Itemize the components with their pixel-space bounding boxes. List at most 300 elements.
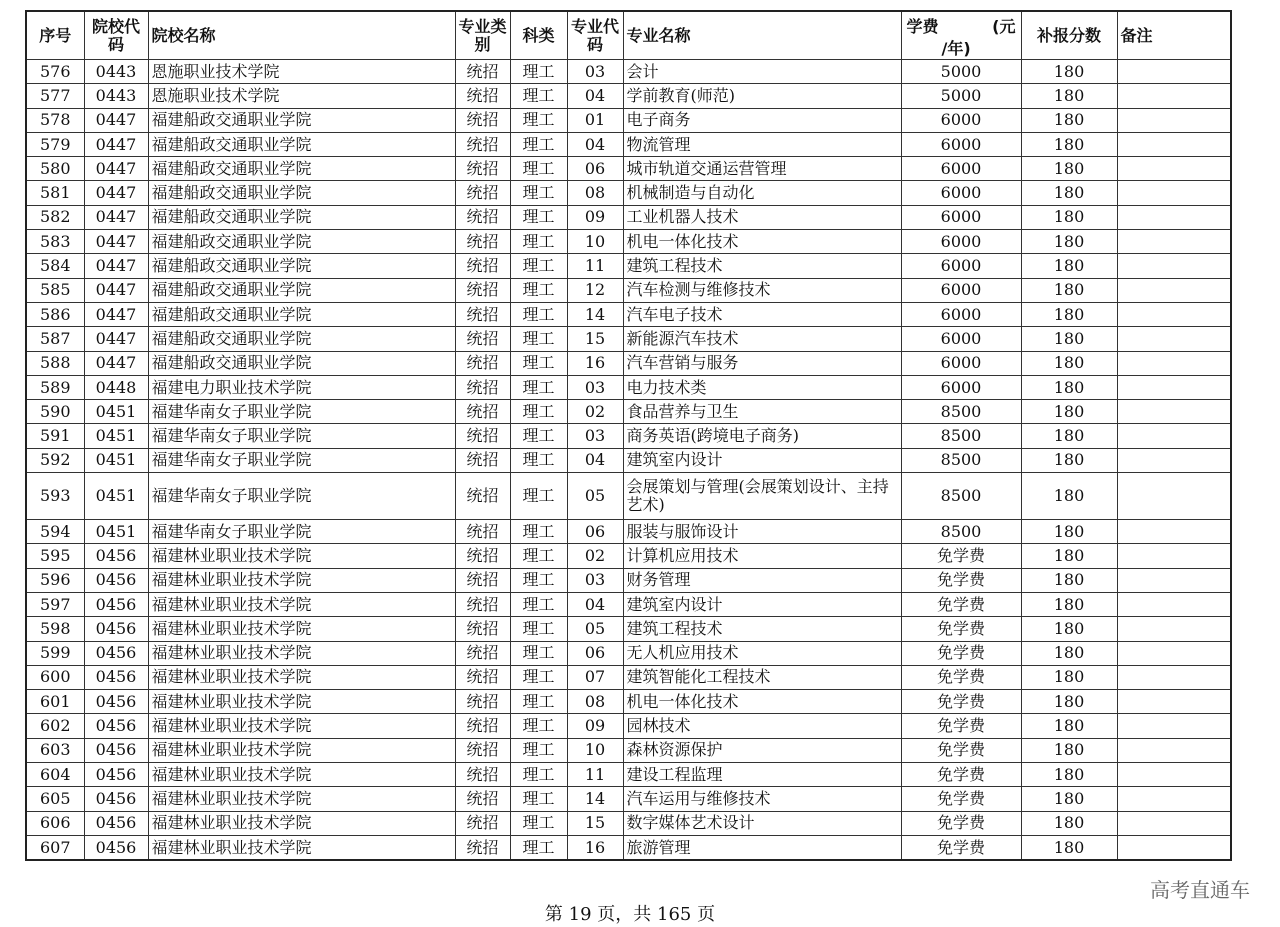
cell-major-type: 统招	[455, 60, 510, 84]
cell-major-type: 统招	[455, 714, 510, 738]
table-row	[26, 205, 1231, 229]
cell-school-name: 恩施职业技术学院	[148, 84, 455, 108]
cell-category: 理工	[510, 690, 567, 714]
cell-index: 581	[26, 181, 84, 205]
cell-fee: 免学费	[901, 738, 1021, 762]
cell-school-name: 福建船政交通职业学院	[148, 278, 455, 302]
cell-note	[1117, 665, 1231, 689]
table-row	[26, 400, 1231, 424]
cell-fee: 免学费	[901, 617, 1021, 641]
cell-major-type: 统招	[455, 278, 510, 302]
cell-index: 601	[26, 690, 84, 714]
cell-note	[1117, 351, 1231, 375]
cell-category: 理工	[510, 787, 567, 811]
cell-school-name: 福建华南女子职业学院	[148, 400, 455, 424]
cell-school-name: 福建林业职业技术学院	[148, 641, 455, 665]
cell-score: 180	[1021, 617, 1117, 641]
cell-score: 180	[1021, 278, 1117, 302]
cell-fee: 6000	[901, 327, 1021, 351]
cell-fee: 6000	[901, 108, 1021, 132]
cell-school-code: 0451	[84, 400, 148, 424]
cell-school-code: 0456	[84, 568, 148, 592]
cell-school-name: 福建电力职业技术学院	[148, 375, 455, 399]
cell-category: 理工	[510, 60, 567, 84]
cell-note	[1117, 205, 1231, 229]
cell-major-name: 计算机应用技术	[623, 544, 901, 568]
cell-fee: 6000	[901, 157, 1021, 181]
cell-major-code: 16	[567, 351, 623, 375]
table-row	[26, 254, 1231, 278]
cell-index: 576	[26, 60, 84, 84]
cell-index: 585	[26, 278, 84, 302]
cell-school-name: 福建林业职业技术学院	[148, 714, 455, 738]
header-fee-unit-tail: /年)	[941, 38, 971, 58]
cell-major-type: 统招	[455, 157, 510, 181]
cell-note	[1117, 714, 1231, 738]
cell-school-code: 0447	[84, 157, 148, 181]
cell-note	[1117, 568, 1231, 592]
page-number: 第 19 页，共 165 页	[544, 904, 716, 925]
table-row	[26, 84, 1231, 108]
cell-major-code: 04	[567, 448, 623, 472]
cell-major-code: 05	[567, 473, 623, 520]
cell-fee: 6000	[901, 375, 1021, 399]
cell-category: 理工	[510, 181, 567, 205]
cell-score: 180	[1021, 424, 1117, 448]
cell-school-code: 0447	[84, 132, 148, 156]
cell-major-name: 会计	[623, 60, 901, 84]
cell-school-code: 0456	[84, 641, 148, 665]
cell-major-code: 12	[567, 278, 623, 302]
cell-major-code: 03	[567, 568, 623, 592]
cell-major-name: 机械制造与自动化	[623, 181, 901, 205]
header-note: 备注	[1117, 11, 1231, 60]
cell-school-name: 福建林业职业技术学院	[148, 592, 455, 616]
cell-major-name: 园林技术	[623, 714, 901, 738]
cell-score: 180	[1021, 254, 1117, 278]
cell-school-code: 0456	[84, 763, 148, 787]
cell-school-name: 福建船政交通职业学院	[148, 351, 455, 375]
cell-school-name: 福建林业职业技术学院	[148, 568, 455, 592]
cell-note	[1117, 254, 1231, 278]
cell-school-name: 福建华南女子职业学院	[148, 520, 455, 544]
cell-major-type: 统招	[455, 108, 510, 132]
cell-school-name: 福建华南女子职业学院	[148, 424, 455, 448]
cell-school-code: 0456	[84, 811, 148, 835]
cell-major-name: 商务英语(跨境电子商务)	[623, 424, 901, 448]
cell-score: 180	[1021, 375, 1117, 399]
cell-category: 理工	[510, 205, 567, 229]
cell-category: 理工	[510, 738, 567, 762]
cell-major-code: 05	[567, 617, 623, 641]
cell-category: 理工	[510, 351, 567, 375]
cell-major-name: 机电一体化技术	[623, 230, 901, 254]
cell-school-code: 0456	[84, 787, 148, 811]
table-row	[26, 327, 1231, 351]
cell-index: 583	[26, 230, 84, 254]
cell-school-name: 福建林业职业技术学院	[148, 617, 455, 641]
cell-major-type: 统招	[455, 448, 510, 472]
table-row	[26, 763, 1231, 787]
table-row	[26, 302, 1231, 326]
cell-index: 599	[26, 641, 84, 665]
cell-school-code: 0456	[84, 714, 148, 738]
cell-category: 理工	[510, 665, 567, 689]
cell-score: 180	[1021, 351, 1117, 375]
table-row	[26, 473, 1231, 520]
table-row	[26, 181, 1231, 205]
cell-fee: 6000	[901, 230, 1021, 254]
cell-major-type: 统招	[455, 520, 510, 544]
cell-fee: 8500	[901, 400, 1021, 424]
table-row	[26, 544, 1231, 568]
cell-index: 582	[26, 205, 84, 229]
table-row	[26, 132, 1231, 156]
cell-category: 理工	[510, 375, 567, 399]
cell-major-name: 森林资源保护	[623, 738, 901, 762]
cell-school-code: 0456	[84, 544, 148, 568]
cell-major-name: 服装与服饰设计	[623, 520, 901, 544]
cell-school-code: 0447	[84, 108, 148, 132]
cell-category: 理工	[510, 592, 567, 616]
cell-major-name: 食品营养与卫生	[623, 400, 901, 424]
header-major-name: 专业名称	[623, 11, 901, 60]
cell-index: 589	[26, 375, 84, 399]
cell-major-name: 数字媒体艺术设计	[623, 811, 901, 835]
header-fee-unit: (元	[992, 16, 1016, 36]
table-row	[26, 714, 1231, 738]
cell-note	[1117, 375, 1231, 399]
cell-fee: 8500	[901, 520, 1021, 544]
cell-major-name: 建设工程监理	[623, 763, 901, 787]
cell-category: 理工	[510, 617, 567, 641]
cell-note	[1117, 84, 1231, 108]
cell-category: 理工	[510, 157, 567, 181]
table-row	[26, 787, 1231, 811]
cell-note	[1117, 60, 1231, 84]
cell-fee: 免学费	[901, 568, 1021, 592]
cell-score: 180	[1021, 690, 1117, 714]
cell-score: 180	[1021, 738, 1117, 762]
cell-major-type: 统招	[455, 787, 510, 811]
cell-fee: 免学费	[901, 835, 1021, 860]
table-row	[26, 568, 1231, 592]
cell-index: 591	[26, 424, 84, 448]
cell-major-code: 02	[567, 400, 623, 424]
header-major-code: 专业代码	[567, 11, 623, 60]
cell-major-code: 07	[567, 665, 623, 689]
cell-score: 180	[1021, 448, 1117, 472]
cell-fee: 免学费	[901, 763, 1021, 787]
cell-major-type: 统招	[455, 327, 510, 351]
cell-major-code: 16	[567, 835, 623, 860]
cell-major-code: 04	[567, 132, 623, 156]
cell-major-code: 14	[567, 787, 623, 811]
cell-school-name: 福建林业职业技术学院	[148, 738, 455, 762]
cell-major-code: 02	[567, 544, 623, 568]
cell-school-code: 0447	[84, 230, 148, 254]
header-fee-label: 学费	[906, 16, 939, 36]
cell-note	[1117, 302, 1231, 326]
cell-school-name: 福建林业职业技术学院	[148, 763, 455, 787]
cell-school-code: 0456	[84, 665, 148, 689]
cell-note	[1117, 641, 1231, 665]
cell-note	[1117, 520, 1231, 544]
cell-index: 592	[26, 448, 84, 472]
cell-major-code: 08	[567, 690, 623, 714]
cell-category: 理工	[510, 400, 567, 424]
cell-note	[1117, 278, 1231, 302]
cell-major-type: 统招	[455, 592, 510, 616]
cell-school-name: 福建林业职业技术学院	[148, 835, 455, 860]
cell-major-type: 统招	[455, 690, 510, 714]
cell-school-code: 0447	[84, 327, 148, 351]
cell-major-code: 03	[567, 424, 623, 448]
cell-school-code: 0448	[84, 375, 148, 399]
cell-major-type: 统招	[455, 811, 510, 835]
cell-school-code: 0447	[84, 205, 148, 229]
cell-major-name: 建筑工程技术	[623, 254, 901, 278]
cell-major-code: 04	[567, 592, 623, 616]
cell-major-type: 统招	[455, 473, 510, 520]
cell-major-name: 汽车电子技术	[623, 302, 901, 326]
cell-major-code: 01	[567, 108, 623, 132]
cell-school-name: 恩施职业技术学院	[148, 60, 455, 84]
table-row	[26, 665, 1231, 689]
cell-school-name: 福建华南女子职业学院	[148, 448, 455, 472]
cell-major-name: 汽车营销与服务	[623, 351, 901, 375]
cell-major-code: 14	[567, 302, 623, 326]
cell-school-name: 福建林业职业技术学院	[148, 787, 455, 811]
cell-fee: 免学费	[901, 690, 1021, 714]
cell-major-name: 汽车检测与维修技术	[623, 278, 901, 302]
cell-index: 577	[26, 84, 84, 108]
cell-category: 理工	[510, 473, 567, 520]
cell-major-name: 无人机应用技术	[623, 641, 901, 665]
cell-fee: 免学费	[901, 544, 1021, 568]
cell-major-code: 06	[567, 157, 623, 181]
cell-major-type: 统招	[455, 254, 510, 278]
cell-category: 理工	[510, 278, 567, 302]
cell-note	[1117, 424, 1231, 448]
cell-score: 180	[1021, 108, 1117, 132]
cell-score: 180	[1021, 714, 1117, 738]
cell-school-code: 0447	[84, 254, 148, 278]
cell-index: 597	[26, 592, 84, 616]
cell-major-type: 统招	[455, 205, 510, 229]
cell-major-name: 建筑室内设计	[623, 448, 901, 472]
cell-school-code: 0447	[84, 181, 148, 205]
cell-fee: 免学费	[901, 811, 1021, 835]
cell-major-code: 15	[567, 327, 623, 351]
cell-major-name: 建筑室内设计	[623, 592, 901, 616]
cell-major-code: 03	[567, 60, 623, 84]
cell-major-name: 新能源汽车技术	[623, 327, 901, 351]
cell-major-name: 电力技术类	[623, 375, 901, 399]
cell-major-type: 统招	[455, 302, 510, 326]
cell-major-code: 06	[567, 641, 623, 665]
cell-score: 180	[1021, 327, 1117, 351]
cell-category: 理工	[510, 254, 567, 278]
cell-major-type: 统招	[455, 544, 510, 568]
cell-note	[1117, 157, 1231, 181]
cell-category: 理工	[510, 448, 567, 472]
header-school-code: 院校代码	[84, 11, 148, 60]
cell-major-type: 统招	[455, 641, 510, 665]
cell-category: 理工	[510, 641, 567, 665]
cell-major-name: 电子商务	[623, 108, 901, 132]
cell-note	[1117, 181, 1231, 205]
cell-score: 180	[1021, 60, 1117, 84]
cell-score: 180	[1021, 132, 1117, 156]
cell-category: 理工	[510, 568, 567, 592]
cell-score: 180	[1021, 230, 1117, 254]
cell-index: 584	[26, 254, 84, 278]
cell-note	[1117, 787, 1231, 811]
cell-school-name: 福建船政交通职业学院	[148, 254, 455, 278]
cell-major-type: 统招	[455, 375, 510, 399]
cell-index: 598	[26, 617, 84, 641]
cell-index: 593	[26, 473, 84, 520]
cell-school-code: 0456	[84, 690, 148, 714]
cell-category: 理工	[510, 108, 567, 132]
cell-major-code: 15	[567, 811, 623, 835]
cell-major-name: 物流管理	[623, 132, 901, 156]
cell-category: 理工	[510, 84, 567, 108]
cell-index: 606	[26, 811, 84, 835]
cell-school-code: 0451	[84, 448, 148, 472]
cell-category: 理工	[510, 132, 567, 156]
cell-school-code: 0456	[84, 592, 148, 616]
cell-index: 578	[26, 108, 84, 132]
cell-index: 580	[26, 157, 84, 181]
cell-major-name: 机电一体化技术	[623, 690, 901, 714]
cell-score: 180	[1021, 520, 1117, 544]
cell-school-code: 0447	[84, 278, 148, 302]
cell-school-code: 0447	[84, 351, 148, 375]
cell-fee: 6000	[901, 302, 1021, 326]
cell-fee: 6000	[901, 132, 1021, 156]
cell-major-type: 统招	[455, 424, 510, 448]
cell-major-code: 10	[567, 230, 623, 254]
cell-major-type: 统招	[455, 181, 510, 205]
cell-note	[1117, 592, 1231, 616]
cell-school-code: 0451	[84, 473, 148, 520]
header-score: 补报分数	[1021, 11, 1117, 60]
header-row	[26, 11, 1231, 60]
cell-fee: 免学费	[901, 787, 1021, 811]
cell-category: 理工	[510, 544, 567, 568]
cell-score: 180	[1021, 181, 1117, 205]
cell-school-name: 福建船政交通职业学院	[148, 181, 455, 205]
cell-note	[1117, 400, 1231, 424]
cell-major-code: 10	[567, 738, 623, 762]
cell-note	[1117, 811, 1231, 835]
cell-school-code: 0443	[84, 60, 148, 84]
cell-fee: 6000	[901, 254, 1021, 278]
cell-category: 理工	[510, 835, 567, 860]
cell-category: 理工	[510, 811, 567, 835]
cell-fee: 6000	[901, 181, 1021, 205]
cell-school-name: 福建林业职业技术学院	[148, 544, 455, 568]
cell-score: 180	[1021, 544, 1117, 568]
cell-school-code: 0451	[84, 520, 148, 544]
cell-major-name: 建筑工程技术	[623, 617, 901, 641]
cell-school-name: 福建船政交通职业学院	[148, 327, 455, 351]
cell-note	[1117, 448, 1231, 472]
table-row	[26, 690, 1231, 714]
cell-category: 理工	[510, 327, 567, 351]
cell-note	[1117, 763, 1231, 787]
cell-school-code: 0456	[84, 835, 148, 860]
cell-school-name: 福建华南女子职业学院	[148, 473, 455, 520]
cell-fee: 8500	[901, 473, 1021, 520]
cell-fee: 6000	[901, 278, 1021, 302]
cell-school-name: 福建林业职业技术学院	[148, 690, 455, 714]
cell-index: 607	[26, 835, 84, 860]
cell-score: 180	[1021, 835, 1117, 860]
cell-fee: 6000	[901, 205, 1021, 229]
cell-category: 理工	[510, 714, 567, 738]
cell-note	[1117, 473, 1231, 520]
cell-score: 180	[1021, 400, 1117, 424]
cell-major-code: 03	[567, 375, 623, 399]
cell-major-type: 统招	[455, 835, 510, 860]
cell-category: 理工	[510, 424, 567, 448]
cell-school-code: 0456	[84, 617, 148, 641]
table-row	[26, 617, 1231, 641]
header-major-type: 专业类别	[455, 11, 510, 60]
cell-major-name: 会展策划与管理(会展策划设计、主持艺术)	[623, 473, 901, 520]
cell-index: 587	[26, 327, 84, 351]
cell-major-type: 统招	[455, 400, 510, 424]
cell-major-type: 统招	[455, 763, 510, 787]
cell-index: 603	[26, 738, 84, 762]
table-row	[26, 738, 1231, 762]
cell-school-name: 福建船政交通职业学院	[148, 205, 455, 229]
header-category: 科类	[510, 11, 567, 60]
cell-index: 605	[26, 787, 84, 811]
cell-school-name: 福建林业职业技术学院	[148, 811, 455, 835]
cell-major-code: 11	[567, 763, 623, 787]
cell-index: 604	[26, 763, 84, 787]
cell-note	[1117, 690, 1231, 714]
table-row	[26, 278, 1231, 302]
cell-score: 180	[1021, 473, 1117, 520]
cell-fee: 免学费	[901, 592, 1021, 616]
table-row	[26, 60, 1231, 84]
cell-major-type: 统招	[455, 568, 510, 592]
table-row	[26, 157, 1231, 181]
cell-major-name: 汽车运用与维修技术	[623, 787, 901, 811]
cell-fee: 8500	[901, 448, 1021, 472]
cell-major-type: 统招	[455, 617, 510, 641]
cell-major-code: 11	[567, 254, 623, 278]
cell-score: 180	[1021, 592, 1117, 616]
cell-fee: 5000	[901, 60, 1021, 84]
cell-school-code: 0443	[84, 84, 148, 108]
cell-category: 理工	[510, 520, 567, 544]
table-row	[26, 375, 1231, 399]
cell-major-code: 08	[567, 181, 623, 205]
cell-major-code: 09	[567, 714, 623, 738]
table-row	[26, 424, 1231, 448]
cell-note	[1117, 544, 1231, 568]
cell-note	[1117, 617, 1231, 641]
admissions-table	[25, 10, 1232, 861]
cell-category: 理工	[510, 763, 567, 787]
cell-major-type: 统招	[455, 738, 510, 762]
